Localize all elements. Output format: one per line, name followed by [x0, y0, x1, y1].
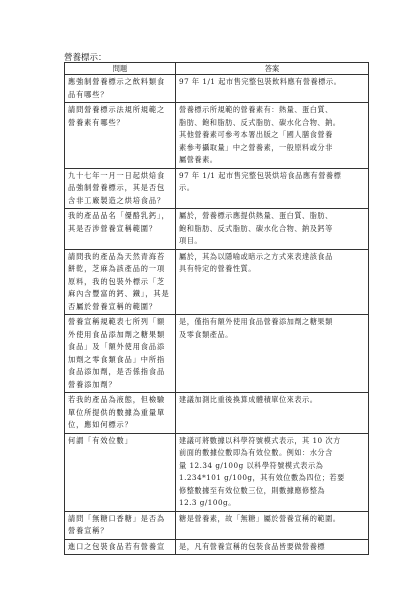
header-answer: 答案: [176, 63, 369, 75]
question-line: 我的產品品名「優酪乳鈣」，: [68, 211, 170, 220]
question-line: 營養素有哪些？: [68, 117, 125, 127]
answer-cell: [176, 511, 369, 539]
question-line: 九十七年一月一日起烘焙食: [68, 170, 166, 180]
answer-cell: [176, 249, 369, 315]
answer-line: 屬營養素。: [179, 155, 218, 164]
question-line: 原料，我的包裝外標示「芝: [68, 276, 166, 286]
answer-cell: [176, 315, 369, 393]
question-line: 何謂「有效位數」: [68, 435, 133, 445]
question-cell: [65, 433, 176, 511]
question-line: 營養宣稱規範表七所列「額: [68, 317, 166, 326]
question-line: 否屬於營養宣稱的範圍？: [68, 301, 157, 311]
answer-cell: [176, 168, 369, 209]
answer-line: 修整數據至有效位數三位，則數據應修整為: [179, 485, 326, 495]
table-row: [65, 168, 369, 209]
answer-line: 飽和脂肪、反式脂肪、碳水化合物、鈉及鈣等: [179, 223, 333, 233]
question-line: 單位所提供的數據為重量單: [68, 407, 166, 417]
answer-cell: [176, 433, 369, 511]
answer-line: 具有特定的營養性質。: [179, 264, 256, 273]
answer-line: 及零食類產品。: [179, 329, 233, 339]
answer-line: 建議可將數據以科學符號模式表示，其 10 次方: [179, 435, 341, 445]
answer-line: 示。: [179, 183, 195, 192]
question-line: 營養添加劑？: [68, 379, 117, 389]
question-cell: [65, 168, 176, 209]
question-line: 應強制營養標示之飲料類食: [68, 77, 166, 86]
table-row: [65, 75, 369, 103]
answer-line: 97 年 1/1 起市售完整包裝飲料應有營養標示。: [179, 77, 342, 86]
question-cell: [65, 103, 176, 169]
qa-table: [64, 62, 369, 555]
question-cell: [65, 539, 176, 555]
answer-line: 是，凡有營養宣稱的包裝食品皆要做營養標: [179, 541, 326, 551]
table-row: [65, 433, 369, 511]
answer-line: 1.234*101 g/100g，其有效位數為四位；若要: [179, 473, 345, 482]
header-question: 問題: [65, 63, 176, 75]
answer-line: 97 年 1/1 起市售完整包裝烘培食品應有營養標: [179, 170, 342, 180]
question-line: 進口之包裝食品若有營養宣: [68, 541, 166, 551]
table-row: [65, 209, 369, 250]
table-row: [65, 249, 369, 315]
question-line: 位，應如何標示？: [68, 420, 133, 429]
question-line: 餅乾，芝麻為該產品的一項: [68, 264, 166, 273]
question-line: 品強制營養標示，其是否包: [68, 183, 166, 192]
question-line: 食品」及「額外使用食品添: [68, 342, 166, 351]
table-header-row: [65, 63, 369, 75]
table-row: [65, 511, 369, 539]
question-cell: [65, 393, 176, 434]
answer-line: 前面的數據位數即為有效位數。例如：水分含: [179, 448, 333, 457]
question-cell: [65, 249, 176, 315]
question-line: 若我的產品為液態，但檢驗: [68, 395, 166, 404]
question-line: 請問「無糖口香糖」是否為: [68, 513, 166, 523]
answer-line: 建議加測比重後換算成體積單位來表示。: [179, 395, 318, 404]
answer-line: 是，僅指有額外使用食品營養添加劑之糖果類: [179, 317, 333, 326]
answer-line: 屬於，營養標示應提供熱量、蛋白質、脂肪、: [179, 211, 333, 220]
answer-line: 項目。: [179, 236, 203, 245]
question-line: 外使用食品添加劑之糖果類: [68, 329, 166, 339]
question-cell: [65, 75, 176, 103]
question-cell: [65, 315, 176, 393]
question-line: 麻內含豐富的鈣、鐵」，其是: [68, 289, 170, 298]
question-line: 請問營養標示法規所規範之: [68, 105, 166, 114]
question-cell: [65, 511, 176, 539]
table-row: [65, 539, 369, 555]
question-line: 其是否涉營養宣稱範圍？: [68, 223, 157, 233]
question-line: 加劑之零食類食品」中所指: [68, 354, 166, 364]
question-line: 含非工廠製造之烘培食品？: [68, 195, 166, 205]
question-line: 請問我的產品為天然青海苔: [68, 251, 166, 261]
qa-table-body: [65, 75, 369, 555]
table-row: [65, 315, 369, 393]
answer-line: 量 12.34 g/100g 以科學符號模式表示為: [179, 460, 324, 470]
answer-cell: [176, 393, 369, 434]
answer-line: 糖是營養素，故「無糖」屬於營養宣稱的範圍。: [179, 513, 341, 523]
answer-line: 其他營養素可參考本署出版之「國人膳食營養: [179, 130, 333, 139]
answer-line: 脂肪、飽和脂肪、反式脂肪、碳水化合物、鈉。: [179, 117, 341, 127]
question-line: 品有哪些？: [68, 89, 109, 99]
answer-cell: [176, 103, 369, 169]
table-row: [65, 393, 369, 434]
question-line: 食品添加劑，是否係指食品: [68, 367, 166, 376]
answer-line: 12.3 g/100g。: [179, 498, 236, 507]
answer-cell: [176, 75, 369, 103]
answer-line: 屬於，其為以隱喻或暗示之方式來表達該食品: [179, 251, 333, 261]
question-line: 營養宣稱？: [68, 526, 109, 535]
answer-line: 營養標示所規範的營養素有：熱量、蛋白質、: [179, 105, 333, 114]
section-heading: 營養標示：: [64, 53, 107, 63]
question-cell: [65, 209, 176, 250]
answer-cell: [176, 209, 369, 250]
table-row: [65, 103, 369, 169]
answer-cell: [176, 539, 369, 555]
answer-line: 素參考攝取量」中之營養素，一般原料或分非: [179, 142, 333, 152]
